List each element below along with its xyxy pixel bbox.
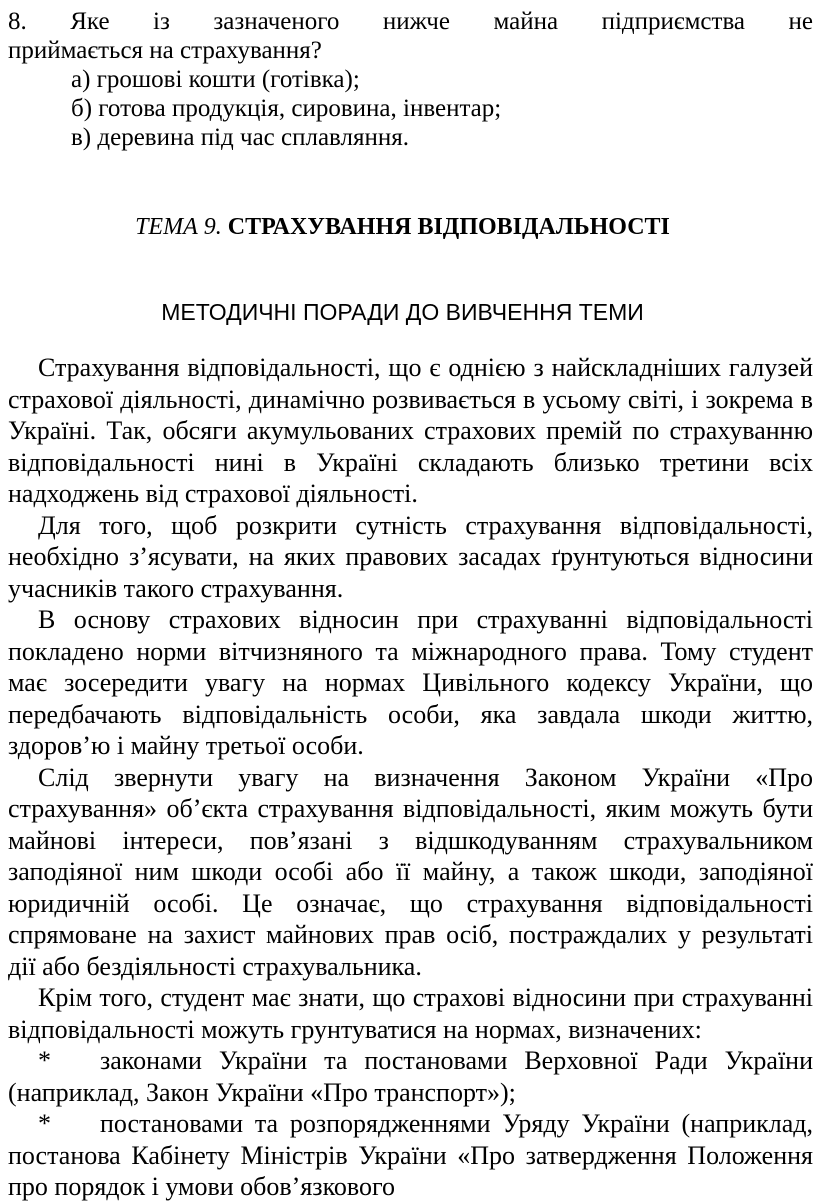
section-title: МЕТОДИЧНІ ПОРАДИ ДО ВИВЧЕННЯ ТЕМИ [161, 299, 644, 325]
question-line-1: 8. Яке із зазначеного нижче майна підприємства не [8, 8, 813, 35]
bullet-marker: * [38, 1109, 51, 1138]
paragraph: Для того, щоб розкрити сутність страхування відповідальності, необхідно з’ясувати, на яких правових засадах ґрунтуються відносини учасників такого страхування. [8, 510, 813, 603]
bullet-text: постановами та розпорядженнями Уряду України (наприклад, постанова Кабінету Міністрів України «Про затвердження Положення про порядок і умови обов’язкового [8, 1109, 813, 1201]
paragraph: Страхування відповідальності, що є однією з найскладніших галузей страхової діяльності, динамічно розвивається в усьому світі, і зокрема в Україні. Так, обсяги акумульованих страхових премій по страхуванню відповідальності нині в Україні складають близько третини всіх надходжень від страхової діяльності. [8, 353, 813, 508]
paragraph: В основу страхових відносин при страхуванні відповідальності покладено норми вітчизняного та міжнародного права. Тому студент має зосередити увагу на нормах Цивільного кодексу України, що передбачають відповідальність особи, яка завдала шкоди життю, здоров’ю і майну третьої особи. [8, 605, 813, 760]
question-line-2: приймається на страхування? [8, 37, 322, 64]
paragraph: Крім того, студент має знати, що страхові відносини при страхуванні відповідальності можуть грунтуватися на нормах, визначених: [8, 983, 813, 1044]
theme-label: ТЕМА 9. [135, 214, 222, 240]
theme-title: СТРАХУВАННЯ ВІДПОВІДАЛЬНОСТІ [227, 214, 670, 240]
paragraph: Слід звернути увагу на визначення Законом України «Про страхування» об’єкта страхування відповідальності, яким можуть бути майнові інтереси, пов’язані з відшкодуванням страхувальником заподіяної ним шкоди особі або її майну, а також шкоди, заподіяної юридичній особі. Це означає, що страхування відповідальності спрямоване на захист майнових прав осіб, постраждалих у результаті дії або бездіяльності страхувальника. [8, 762, 813, 981]
option-b: б) готова продукція, сировина, інвентар; [71, 95, 502, 122]
theme-heading [0, 212, 805, 242]
option-c: в) деревина під час сплавляння. [71, 124, 410, 151]
bullet-item [8, 1045, 813, 1108]
body-text [8, 352, 813, 1203]
option-a: а) грошові кошти (готівка); [71, 66, 360, 93]
document-page [8, 0, 813, 152]
bullet-text: законами України та постановами Верховної Ради України (наприклад, Закон України «Про транспорт»); [8, 1046, 813, 1107]
bullet-marker: * [38, 1046, 51, 1075]
bullet-item [8, 1108, 813, 1203]
